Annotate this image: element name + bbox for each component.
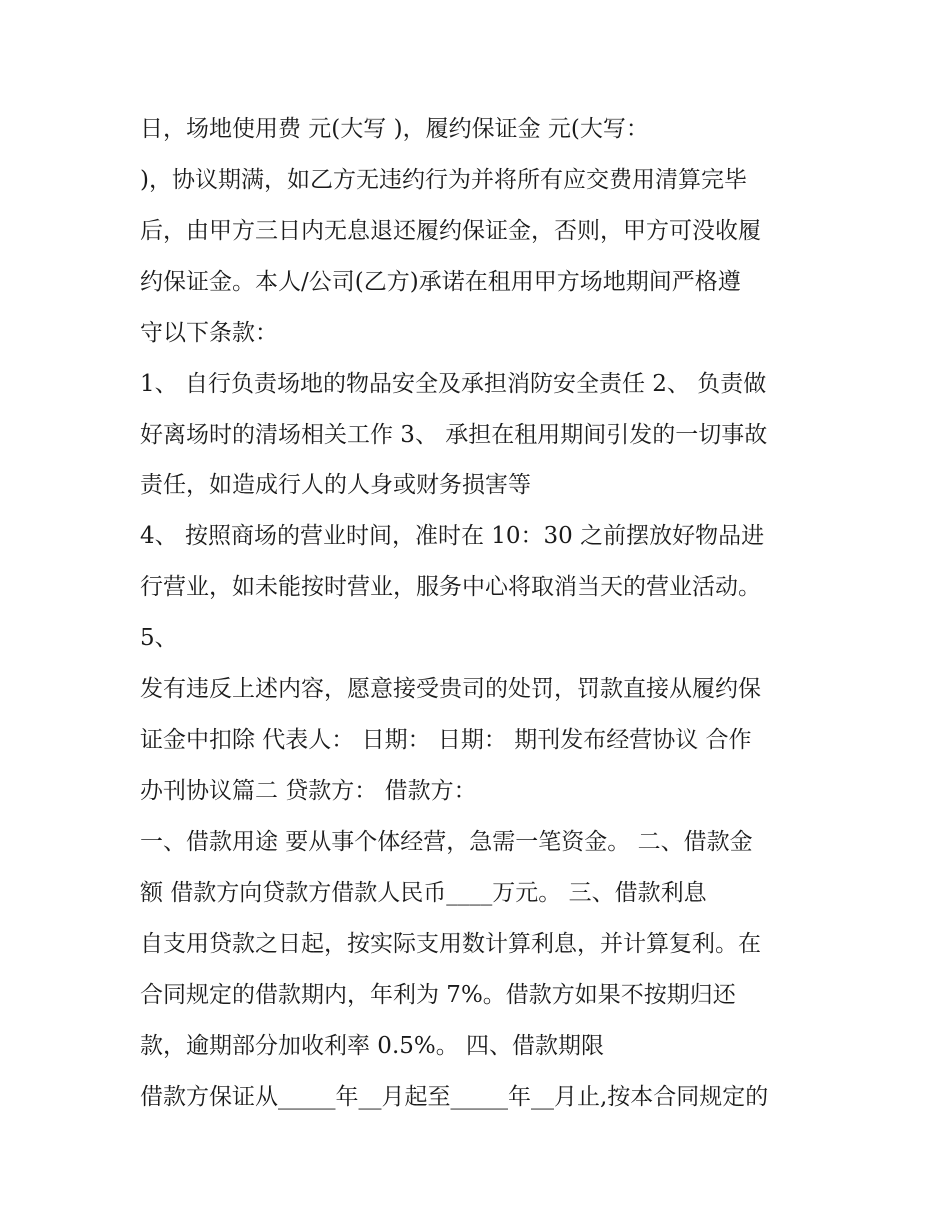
text-line: 行营业，如未能按时营业，服务中心将取消当天的营业活动。 bbox=[140, 574, 761, 600]
text-line: 约保证金。本人/公司(乙方)承诺在租用甲方场地期间严格遵 bbox=[140, 269, 741, 295]
text-line: 4、 按照商场的营业时间，准时在 10：30 之前摆放好物品进 bbox=[140, 523, 765, 549]
text-line: )，协议期满，如乙方无违约行为并将所有应交费用清算完毕 bbox=[140, 167, 747, 193]
text-line: 借款方保证从_____年__月起至_____年__月止,按本合同规定的 bbox=[140, 1084, 769, 1110]
text-line: 合同规定的借款期内，年利为 7%。借款方如果不按期归还 bbox=[140, 982, 736, 1008]
text-line: 1、 自行负责场地的物品安全及承担消防安全责任 2、 负责做 bbox=[140, 371, 767, 397]
text-line: 自支用贷款之日起，按实际支用数计算利息，并计算复利。在 bbox=[140, 931, 761, 957]
text-line: 后，由甲方三日内无息退还履约保证金，否则，甲方可没收履 bbox=[140, 218, 761, 244]
text-line: 发有违反上述内容，愿意接受贵司的处罚，罚款直接从履约保 bbox=[140, 676, 761, 702]
text-line: 办刊协议篇二 贷款方： 借款方： bbox=[140, 778, 477, 804]
text-line: 额 借款方向贷款方借款人民币____万元。 三、借款利息 bbox=[140, 880, 707, 906]
text-line: 好离场时的清场相关工作 3、 承担在租用期间引发的一切事故 bbox=[140, 422, 768, 448]
text-line: 证金中扣除 代表人： 日期： 日期： 期刊发布经营协议 合作 bbox=[140, 727, 752, 753]
text-line: 责任，如造成行人的人身或财务损害等 bbox=[140, 472, 531, 498]
text-line: 款，逾期部分加收利率 0.5%。 四、借款期限 bbox=[140, 1033, 605, 1059]
text-line: 守以下条款： bbox=[140, 320, 278, 346]
text-line: 一、借款用途 要从事个体经营，急需一笔资金。 二、借款金 bbox=[140, 829, 753, 855]
text-line: 5、 bbox=[140, 625, 178, 651]
text-line: 日，场地使用费 元(大写 )，履约保证金 元(大写： bbox=[140, 116, 649, 142]
